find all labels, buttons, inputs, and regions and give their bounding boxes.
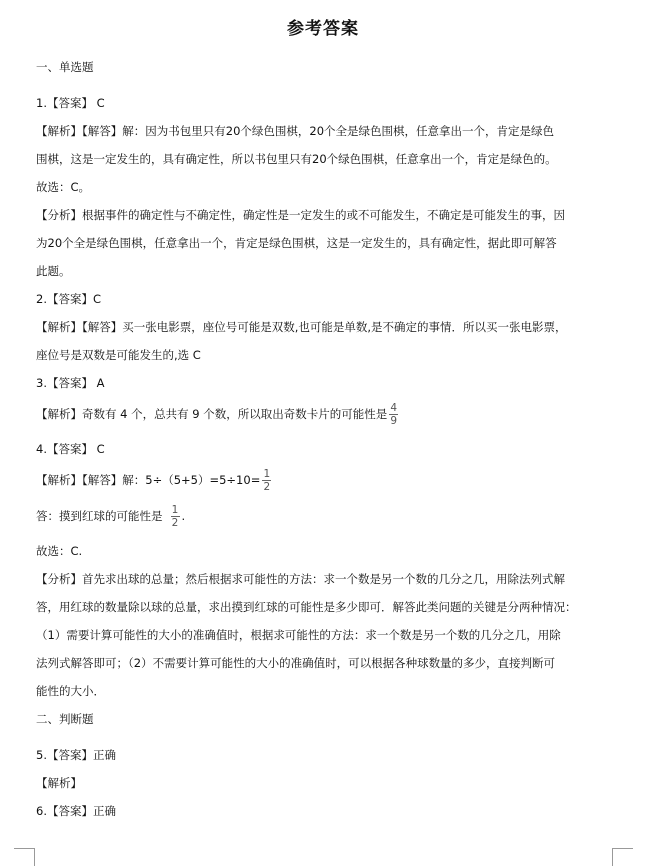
q3-analysis (36, 403, 400, 426)
q2-analysis-line2: 座位号是双数是可能发生的,选 C (36, 348, 201, 362)
q4-fraction-1-numerator: 1 (263, 468, 271, 480)
q1-fenxi-line3: 此题。 (36, 264, 71, 278)
q1-answer: 1.【答案】 C (36, 96, 105, 110)
q3-fraction-numerator: 4 (390, 402, 398, 414)
section-heading-single-choice: 一、单选题 (36, 60, 94, 74)
q4-choice: 故选：C. (36, 544, 83, 558)
q4-fraction-2-numerator: 1 (171, 504, 179, 516)
q3-fraction-denominator: 9 (390, 415, 398, 427)
page-title: 参考答案 (287, 19, 359, 39)
q2-answer: 2.【答案】C (36, 292, 102, 306)
q2-analysis-line1: 【解析】【解答】买一张电影票，座位号可能是双数,也可能是单数,是不确定的事情．所以买一张电影票， (36, 320, 567, 334)
q1-choice: 故选：C。 (36, 180, 91, 194)
q1-analysis-line2: 围棋，这是一定发生的，具有确定性，所以书包里只有20个绿色围棋，任意拿出一个，肯定是绿色的。 (36, 152, 557, 166)
q4-analysis-text: 【解析】【解答】解：5÷（5+5）=5÷10= (36, 473, 261, 487)
q1-analysis-line1: 【解析】【解答】解：因为书包里只有20个绿色围棋，20个全是绿色围棋，任意拿出一个，肯定是绿色 (36, 124, 555, 138)
q4-fraction-2-denominator: 2 (171, 517, 179, 529)
q5-answer: 5.【答案】正确 (36, 748, 116, 762)
q1-fenxi-line1: 【分析】根据事件的确定性与不确定性，确定性是一定发生的或不可能发生，不确定是可能发生的事，因 (36, 208, 565, 222)
q1-fenxi-line2: 为20个全是绿色围棋，任意拿出一个，肯定是绿色围棋，这是一定发生的，具有确定性，据此即可解答 (36, 236, 557, 250)
q3-answer: 3.【答案】 A (36, 376, 105, 390)
q4-conclusion (36, 505, 185, 528)
q4-answer: 4.【答案】 C (36, 442, 105, 456)
q4-fenxi-line5: 能性的大小． (36, 684, 105, 698)
section-heading-judgement: 二、判断题 (36, 712, 94, 726)
q4-fraction-1-denominator: 2 (263, 481, 271, 493)
q3-fraction (389, 403, 398, 426)
q4-fraction-1 (262, 469, 271, 492)
q3-analysis-text: 【解析】奇数有 4 个，总共有 9 个数，所以取出奇数卡片的可能性是 (36, 407, 388, 421)
page-corner-mark-right (612, 848, 633, 866)
q4-analysis (36, 469, 273, 492)
q5-analysis: 【解析】 (36, 776, 82, 790)
q6-answer: 6.【答案】正确 (36, 804, 116, 818)
q4-fenxi-line1: 【分析】首先求出球的总量；然后根据求可能性的方法：求一个数是另一个数的几分之几，用除法列式解 (36, 572, 565, 586)
q4-fenxi-line3: （1）需要计算可能性的大小的准确值时，根据求可能性的方法：求一个数是另一个数的几分之几，用除 (36, 628, 561, 642)
q4-fenxi-line2: 答，用红球的数量除以球的总量，求出摸到红球的可能性是多少即可．解答此类问题的关键是分两种情况： (36, 600, 577, 614)
page-corner-mark-left (14, 848, 35, 866)
q4-conclusion-text: 答：摸到红球的可能性是 (36, 509, 163, 523)
q4-conclusion-end: . (181, 509, 186, 523)
q4-fenxi-line4: 法列式解答即可；（2）不需要计算可能性的大小的准确值时，可以根据各种球数量的多少，直接判断可 (36, 656, 556, 670)
q4-fraction-2 (171, 505, 180, 528)
